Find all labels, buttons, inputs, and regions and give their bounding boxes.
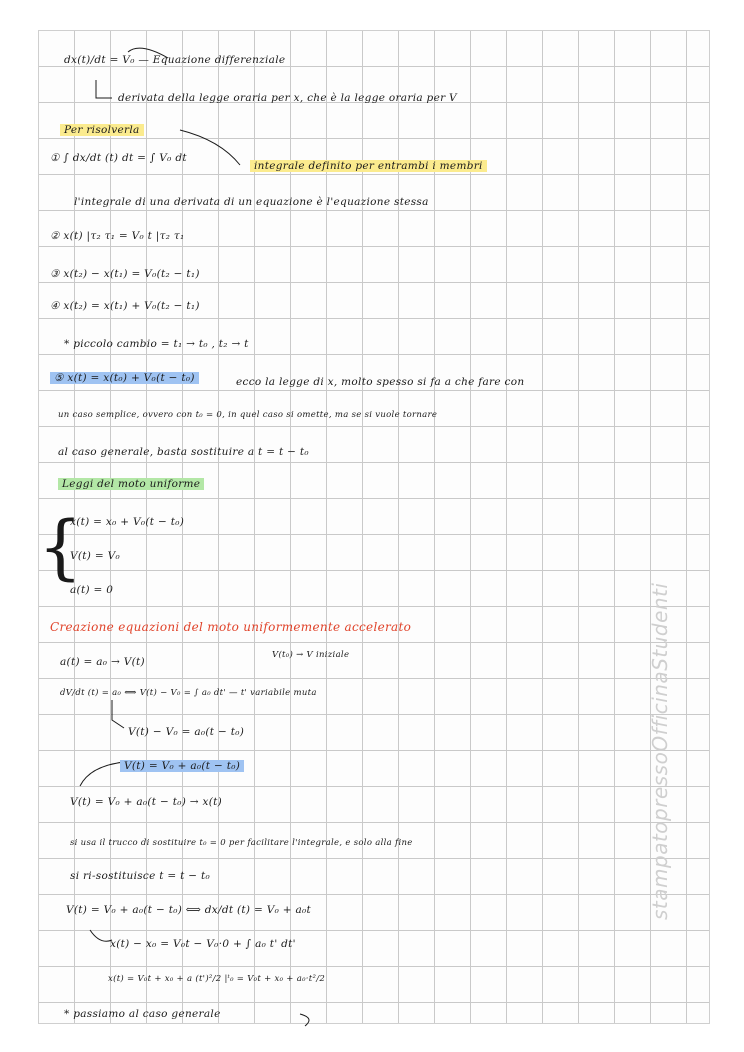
highlight-uniform-motion: Leggi del moto uniforme (58, 478, 204, 490)
note-initial-velocity: V(t₀) → V iniziale (272, 650, 350, 660)
step-2: ② x(t) |τ₂ τ₁ = V₀ t |τ₂ τ₁ (50, 230, 185, 242)
highlight-velocity-law: V(t) = V₀ + a₀(t − t₀) (120, 760, 244, 772)
watermark: stampatopressoOfficinaStudenti (648, 582, 672, 920)
note-general-case-step: * passiamo al caso generale (64, 1008, 221, 1020)
position-integral: x(t) − x₀ = V₀t − V₀·0 + ∫ a₀ t' dt' (110, 938, 296, 950)
note-definite-integral (250, 160, 487, 172)
system-brace: { (38, 506, 83, 588)
note-law-of-x: ecco la legge di x, molto spesso si fa a che fare con (236, 376, 525, 388)
equation-differential: dx(t)/dt = V₀ — Equazione differenziale (64, 54, 286, 66)
heading-accelerated-motion: Creazione equazioni del moto uniformemente accelerato (50, 620, 412, 634)
velocity-difference: V(t) − V₀ = a₀(t − t₀) (128, 726, 245, 738)
step-3: ③ x(t₂) − x(t₁) = V₀(t₂ − t₁) (50, 268, 200, 280)
note-integral-of-derivative: l'integrale di una derivata di un equazione è l'equazione stessa (74, 196, 429, 208)
law-acceleration: a(t) = 0 (70, 584, 114, 596)
highlight-step-5: ⑤ x(t) = x(t₀) + V₀(t − t₀) (50, 372, 199, 384)
highlight-solve: Per risolverla (60, 124, 144, 136)
step-5 (50, 372, 199, 384)
acceleration-constant: a(t) = a₀ → V(t) (60, 656, 145, 668)
law-velocity: V(t) = V₀ (70, 550, 120, 562)
velocity-integral: dV/dt (t) = a₀ ⟺ V(t) − V₀ = ∫ a₀ dt' — t' variabile muta (60, 688, 317, 698)
velocity-to-position: V(t) = V₀ + a₀(t − t₀) → x(t) (70, 796, 223, 808)
note-variable-change: * piccolo cambio = t₁ → t₀ , t₂ → t (64, 338, 249, 350)
highlight-definite-integral: integrale definito per entrambi i membri (250, 160, 487, 172)
step-4: ④ x(t₂) = x(t₁) + V₀(t₂ − t₁) (50, 300, 200, 312)
note-resubstitute: si ri-sostituisce t = t − t₀ (70, 870, 211, 882)
velocity-law (120, 760, 244, 772)
position-law: x(t) = V₀t + x₀ + a (t')²/2 |ᵗ₀ = V₀t + x₀ + a₀·t²/2 (108, 974, 326, 984)
note-derivative: derivata della legge oraria per x, che è la legge oraria per V (118, 92, 457, 104)
heading-solve (60, 124, 144, 136)
note-substitution-trick: si usa il trucco di sostituire t₀ = 0 per facilitare l'integrale, e solo alla fine (70, 838, 413, 848)
note-general-case: al caso generale, basta sostituire a t = t − t₀ (58, 446, 309, 458)
heading-uniform-motion (58, 478, 204, 490)
note-simple-case: un caso semplice, ovvero con t₀ = 0, in quel caso si omette, ma se si vuole tornare (58, 410, 438, 420)
law-position: x(t) = x₀ + V₀(t − t₀) (70, 516, 185, 528)
step-1-integral: ① ∫ dx/dt (t) dt = ∫ V₀ dt (50, 152, 187, 164)
position-derivative: V(t) = V₀ + a₀(t − t₀) ⟺ dx/dt (t) = V₀ + a₀t (66, 904, 312, 916)
